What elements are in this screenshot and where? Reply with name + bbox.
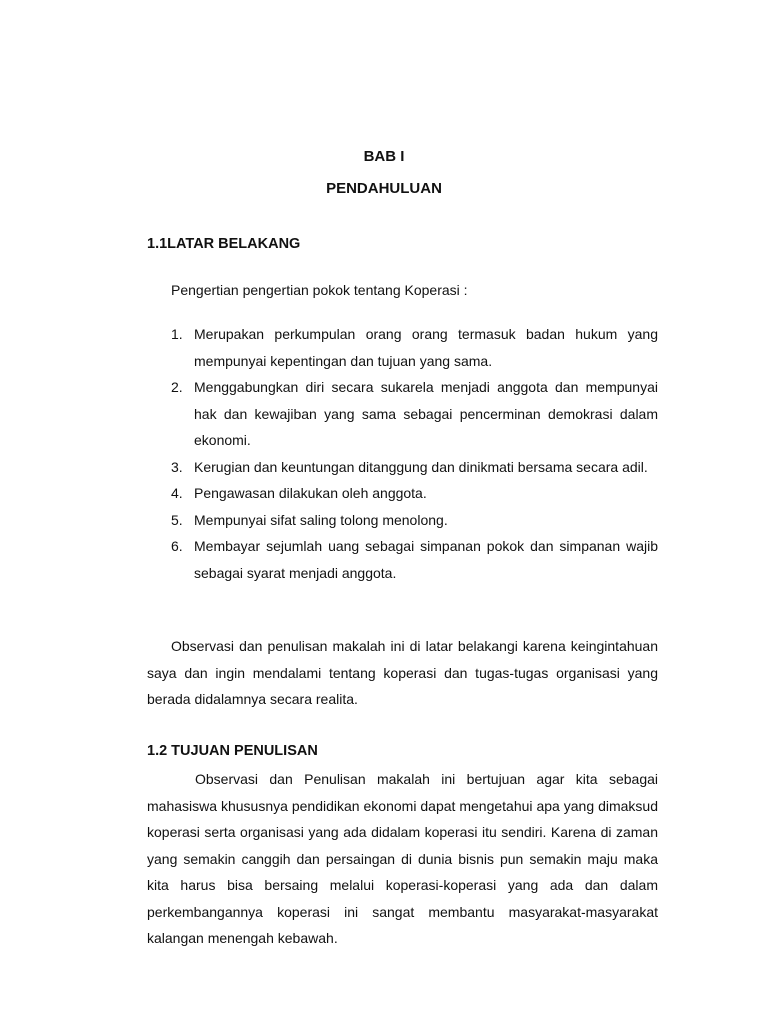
chapter-title: PENDAHULUAN [326,180,442,197]
background-paragraph: Observasi dan penulisan makalah ini di latar belakangi karena keingintahuan saya dan ingin mendalami tentang koperasi dan tugas-tugas organisasi yang berada didalamnya secara realita. [147,638,658,707]
chapter-number: BAB I [363,148,405,165]
list-item-number: 4. [171,485,183,501]
list-item [171,507,658,534]
section-heading-tujuan-penulisan: 1.2 TUJUAN PENULISAN [147,743,318,759]
list-item [171,374,658,454]
list-item-number: 1. [171,326,183,342]
list-item [171,533,658,586]
list-item-number: 5. [171,511,183,528]
list-item-text: Merupakan perkumpulan orang orang termasuk badan hukum yang mempunyai kepentingan dan tujuan yang sama. [194,326,658,369]
definition-list [171,321,658,586]
list-item-text: Membayar sejumlah uang sebagai simpanan pokok dan simpanan wajib sebagai syarat menjadi anggota. [194,538,658,581]
list-item [171,480,658,507]
list-item-number: 3. [171,458,183,475]
purpose-paragraph: Observasi dan Penulisan makalah ini bertujuan agar kita sebagai mahasiswa khususnya pendidikan ekonomi dapat mengetahui apa yang dimaksud koperasi serta organisasi yang ada didalam koperasi itu sendiri. Karena di zaman yang semakin canggih dan persaingan di dunia bisnis pun semakin maju maka kita harus bisa bersaing melalui koperasi-koperasi yang ada dan dalam perkembangannya koperasi ini sangat membantu masyarakat-masyarakat kalangan menengah kebawah. [147,771,658,946]
section-intro: Pengertian pengertian pokok tentang Koperasi : [171,282,468,298]
list-item [171,321,658,374]
section-heading-latar-belakang: 1.1LATAR BELAKANG [147,236,301,252]
list-item-number: 6. [171,538,183,554]
list-item-text: Pengawasan dilakukan oleh anggota. [194,485,427,501]
list-item [171,454,658,481]
list-item-number: 2. [171,379,183,395]
list-item-text: Menggabungkan diri secara sukarela menjadi anggota dan mempunyai hak dan kewajiban yang sama sebagai pencerminan demokrasi dalam ekonomi. [194,379,658,448]
list-item-text: Kerugian dan keuntungan ditanggung dan dinikmati bersama secara adil. [194,458,648,475]
list-item-text: Mempunyai sifat saling tolong menolong. [194,511,448,528]
